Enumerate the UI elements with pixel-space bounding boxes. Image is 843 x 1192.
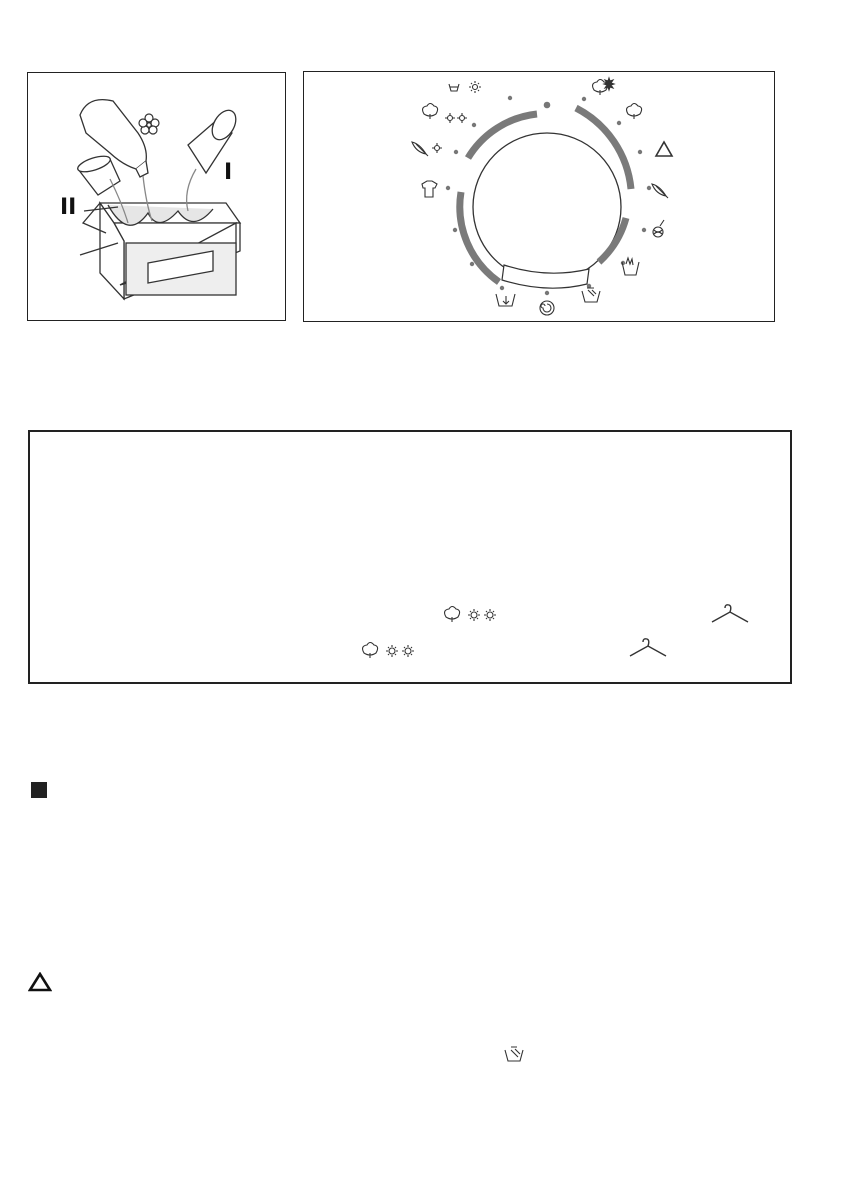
feather-sun-icon (412, 142, 442, 156)
hanger-icon (710, 602, 750, 624)
cotton-two-suns-icon (360, 639, 424, 661)
rinse-icon (582, 288, 600, 302)
program-dial-illustration (303, 71, 775, 322)
triangle-icon (656, 142, 672, 156)
detergent-drawer-illustration (27, 72, 286, 321)
note-box (28, 430, 792, 684)
compartment-main-label: I (224, 160, 233, 185)
drain-icon (496, 294, 515, 306)
basin-sun-icon (449, 81, 481, 93)
cotton-two-suns-icon (423, 104, 467, 124)
compartment-prewash-label: II (60, 195, 77, 220)
feather-icon (652, 184, 668, 198)
cotton-two-suns-icon (442, 603, 506, 625)
warning-triangle-icon (28, 972, 52, 992)
wool-yarn-icon (653, 220, 664, 237)
spin-icon (540, 301, 554, 315)
cotton-icon (627, 104, 642, 120)
rinse-icon (503, 1043, 525, 1063)
hand-wash-icon (622, 258, 639, 275)
cotton-star-icon (593, 78, 614, 95)
stop-square-icon (31, 782, 47, 798)
tshirt-icon (422, 181, 437, 197)
hanger-icon (628, 636, 668, 658)
